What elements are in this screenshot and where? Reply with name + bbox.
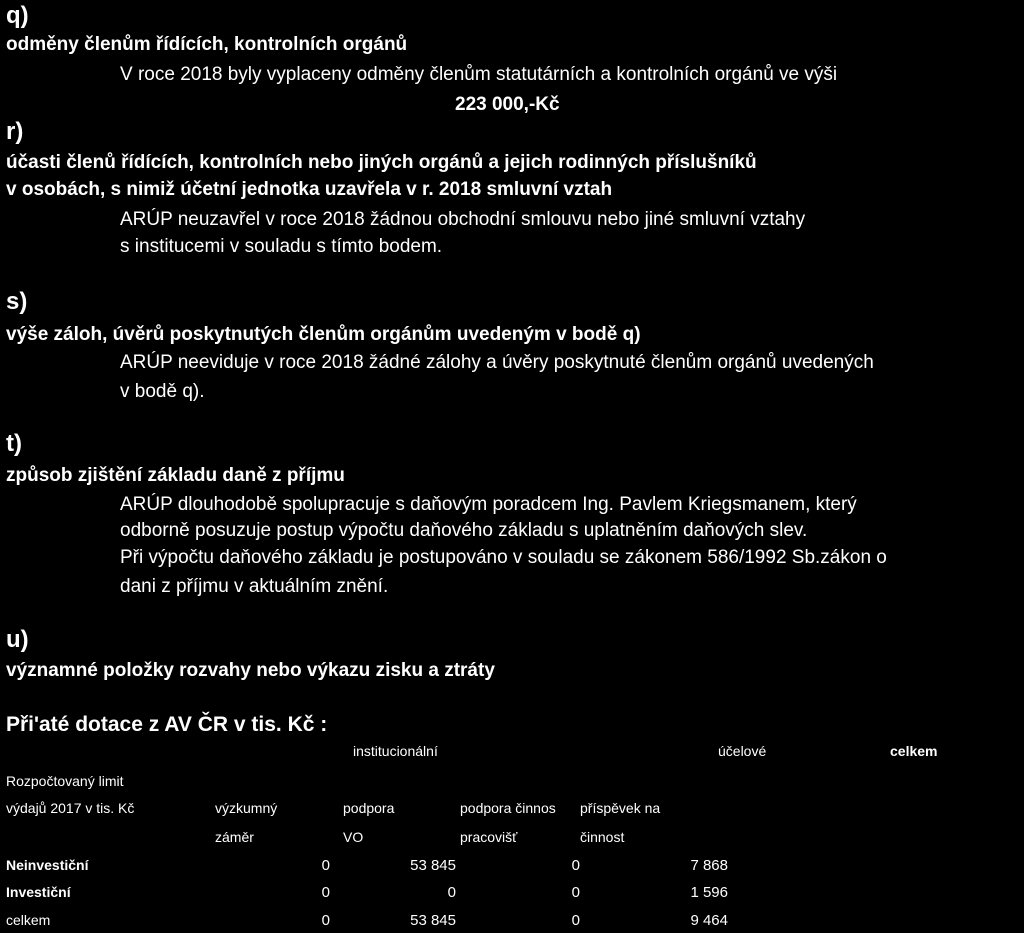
table-row-label-celkem: celkem xyxy=(6,912,51,928)
section-u-letter: u) xyxy=(6,626,29,653)
table-cell: 0 xyxy=(447,884,456,901)
table-cell: 0 xyxy=(571,884,580,901)
section-q-amount: 223 000,-Kč xyxy=(455,94,560,115)
section-t-text-line-1: ARÚP dlouhodobě spolupracuje s daňovým poradcem Ing. Pavlem Kriegsmanem, který xyxy=(120,494,857,515)
table-col-4-header-line-1: příspěvek na xyxy=(580,800,661,816)
section-q-heading: odměny členům řídících, kontrolních orgánů xyxy=(6,34,408,55)
table-col-3-header-line-1: podpora činnos xyxy=(460,800,556,816)
section-u-heading: významné položky rozvahy nebo výkazu zisku a ztráty xyxy=(6,660,495,681)
section-q-letter: q) xyxy=(6,2,29,29)
table-col-2-header-line-2: VO xyxy=(343,829,364,845)
table-col-4-header-line-2: činnost xyxy=(580,829,625,845)
section-q-text: V roce 2018 byly vyplaceny odměny členům statutárních a kontrolních orgánů ve výši xyxy=(120,64,838,85)
section-r-heading-line-2: v osobách, s nimiž účetní jednotka uzavřela v r. 2018 smluvní vztah xyxy=(6,179,613,200)
table-cell: 0 xyxy=(321,857,330,874)
table-row-label-investicni: Investiční xyxy=(6,884,71,900)
section-s-letter: s) xyxy=(6,288,28,315)
table-col-3-header-line-2: pracovišť xyxy=(460,829,518,845)
section-t-text-line-3: Při výpočtu daňového základu je postupováno v souladu se zákonem 586/1992 Sb.zákon o xyxy=(120,547,887,568)
table-cell: 0 xyxy=(321,912,330,929)
table-cell: 53 845 xyxy=(410,857,456,874)
section-s-heading: výše záloh, úvěrů poskytnutých členům orgánům uvedeným v bodě q) xyxy=(6,324,641,345)
table-cell: 0 xyxy=(571,857,580,874)
section-s-text-line-2: v bodě q). xyxy=(120,381,205,402)
section-s-text-line-1: ARÚP neeviduje v roce 2018 žádné zálohy a úvěry poskytnuté členům orgánů uvedených xyxy=(120,352,874,373)
section-r-letter: r) xyxy=(6,118,24,145)
table-cell: 53 845 xyxy=(410,912,456,929)
table-col-2-header-line-1: podpora xyxy=(343,800,395,816)
table-cell: 0 xyxy=(321,884,330,901)
table-row-label-line-1: Rozpočtovaný limit xyxy=(6,773,124,789)
section-r-heading-line-1: účasti členů řídících, kontrolních nebo jiných orgánů a jejich rodinných příslušníků xyxy=(6,152,757,173)
table-row-label-neinvesticni: Neinvestiční xyxy=(6,857,89,873)
table-col-1-header-line-2: záměr xyxy=(215,829,254,845)
table-group-celkem: celkem xyxy=(890,743,938,759)
table-cell: 1 596 xyxy=(690,884,728,901)
table-title: Při'até dotace z AV ČR v tis. Kč : xyxy=(6,713,328,736)
table-group-institucionalni: institucionální xyxy=(353,743,438,759)
table-row-label-line-2: výdajů 2017 v tis. Kč xyxy=(6,800,135,816)
table-cell: 0 xyxy=(571,912,580,929)
table-col-1-header-line-1: výzkumný xyxy=(215,800,278,816)
table-group-ucelove: účelové xyxy=(718,743,767,759)
table-cell: 7 868 xyxy=(690,857,728,874)
section-t-heading: způsob zjištění základu daně z příjmu xyxy=(6,465,345,486)
section-t-letter: t) xyxy=(6,430,22,457)
section-r-text-line-1: ARÚP neuzavřel v roce 2018 žádnou obchodní smlouvu nebo jiné smluvní vztahy xyxy=(120,209,806,230)
table-cell: 9 464 xyxy=(690,912,728,929)
section-r-text-line-2: s institucemi v souladu s tímto bodem. xyxy=(120,236,443,257)
section-t-text-line-2: odborně posuzuje postup výpočtu daňového základu s uplatněním daňových slev. xyxy=(120,520,808,541)
section-t-text-line-4: dani z příjmu v aktuálním znění. xyxy=(120,576,389,597)
